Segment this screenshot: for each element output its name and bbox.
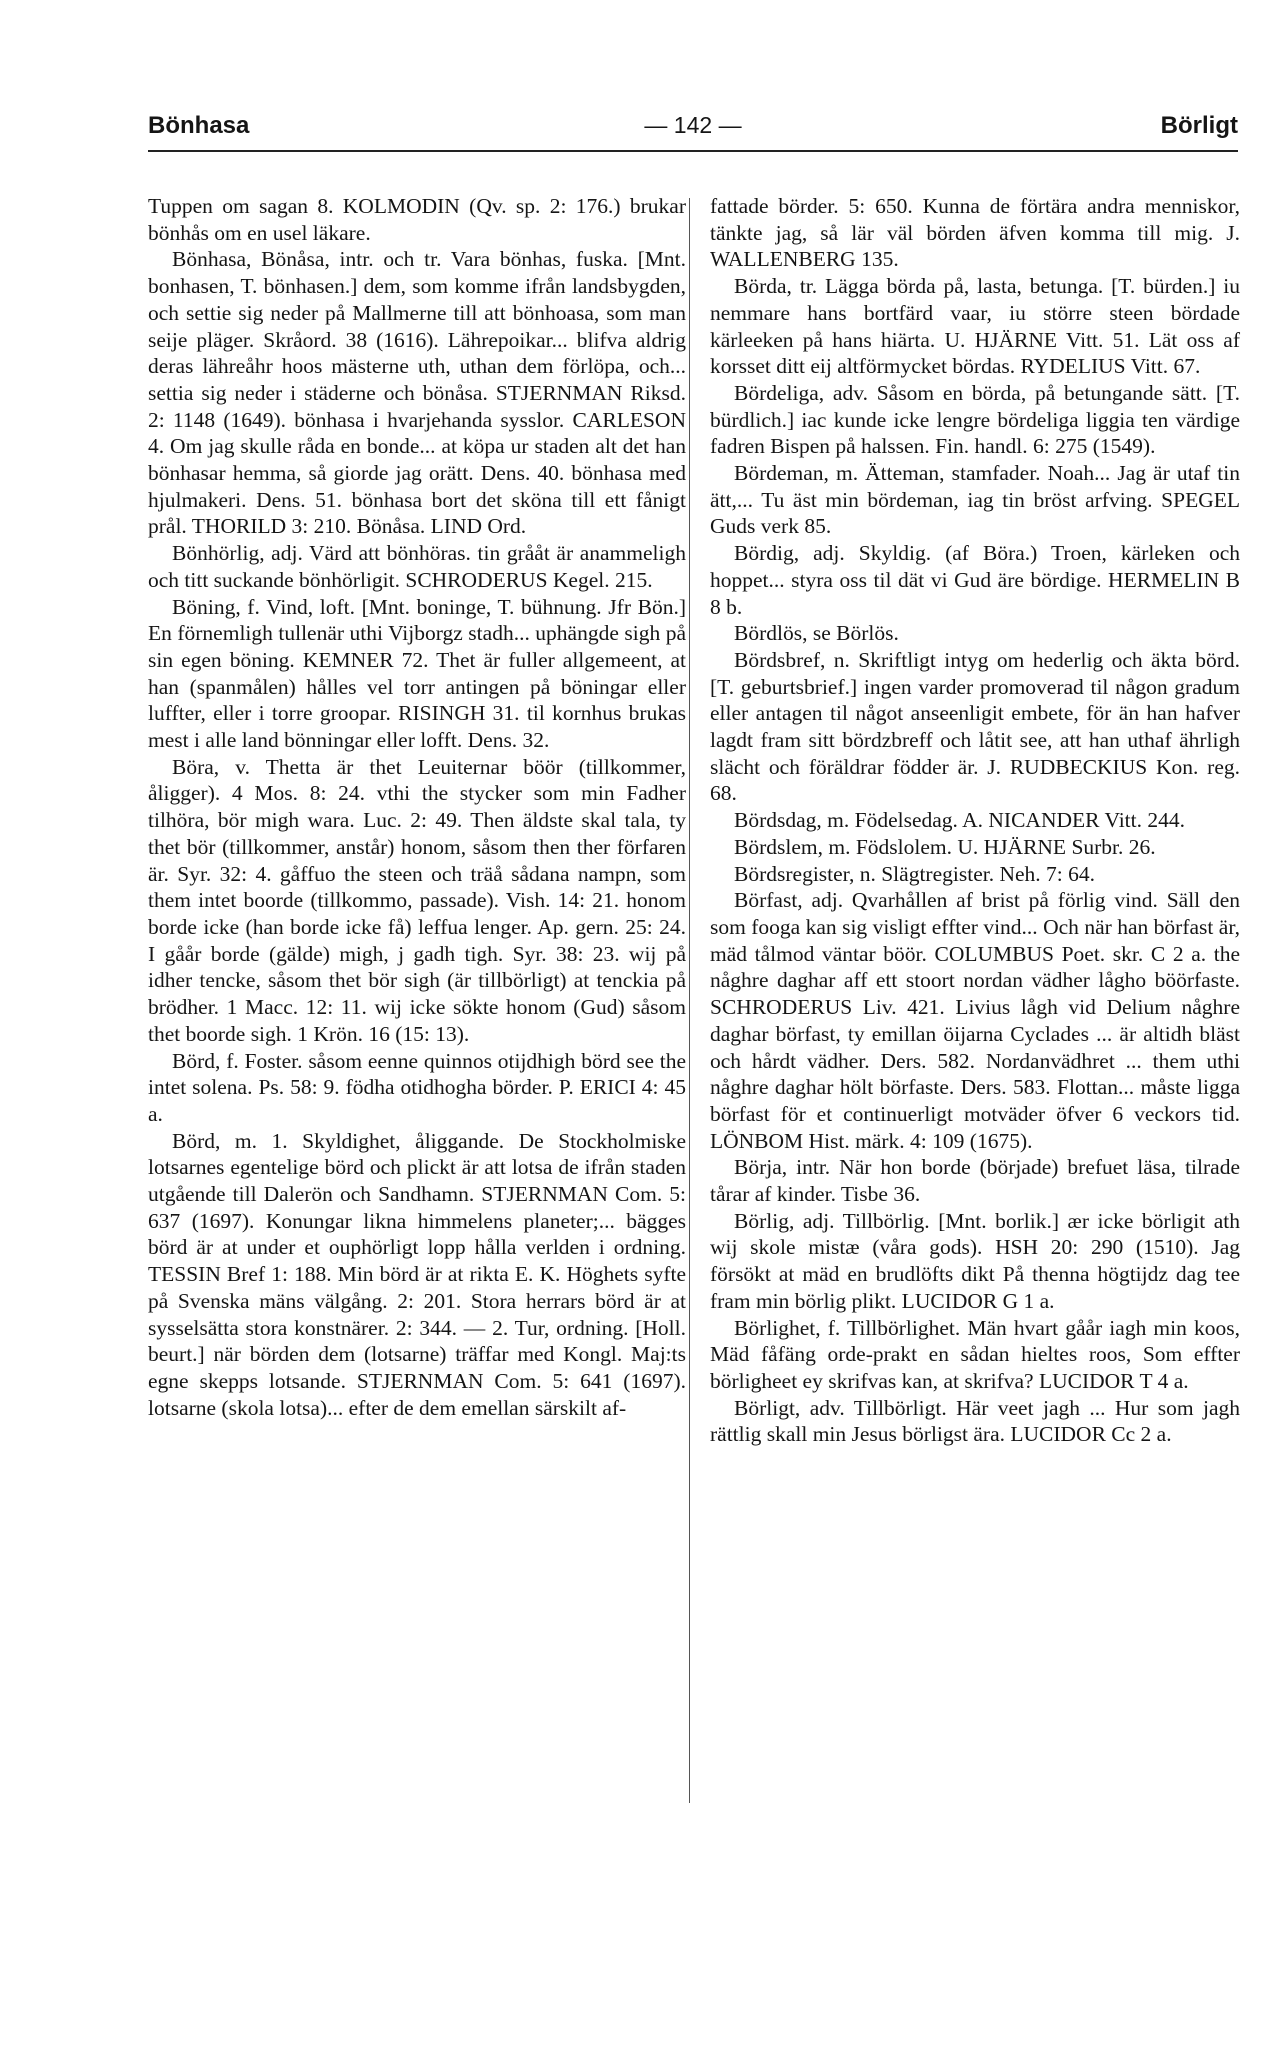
right-column <box>710 193 1240 1448</box>
entry-bordsdag: Bördsdag, m. Födelsedag. A. NICANDER Vitt. 244. <box>734 808 1185 833</box>
entry-boning: Böning, f. Vind, loft. [Mnt. boninge, T. bühnung. Jfr Bön.] En förnemligh tullenär uthi Vijborgz stadh... uphängde sigh på sin egen böning. KEMNER 72. Thet är fuller allgemeent, at han (spanmålen) hålles vel torr antingen på böningar eller luffter, eller i torre groopar. RISINGH 31. til kornhus brukas mest i alle land bönningar eller lofft. Dens. 32. <box>148 594 686 753</box>
entry-bordeman: Bördeman, m. Ätteman, stamfader. Noah... Jag är utaf tin ätt,... Tu äst min bördeman, iag tin bröst arfving. SPEGEL Guds verk 85. <box>710 461 1240 539</box>
entry-bordsregister: Bördsregister, n. Slägtregister. Neh. 7: 64. <box>734 861 1095 886</box>
entry-bord-m: Börd, m. 1. Skyldighet, åliggande. De Stockholmiske lotsarnes egentelige börd och plickt är att lotsa de ifrån staden utgående till Dalerön och Sandhamn. STJERNMAN Com. 5: 637 (1697). Konungar likna himmelens planeter;... bägges börd är at under et ouphörligt lopp hålla verlden i ordning. TESSIN Bref 1: 188. Min börd är at rikta E. K. Höghets syfte på Svenska mäns välgång. 2: 201. Stora herrars börd är at sysselsätta stora konstnärer. 2: 344. — 2. Tur, ordning. [Holl. beurt.] när börden dem (lotsarne) träffar med Kongl. Maj:ts egne skepps lotsande. STJERNMAN Com. 5: 641 (1697). lotsarne (skola lotsa)... efter de dem emellan särskilt af- <box>148 1128 686 1420</box>
entry-bord-f: Börd, f. Foster. såsom eenne quinnos otijdhigh börd see the intet solena. Ps. 58: 9. födha otidhogha börder. P. ERICI 4: 45 a. <box>148 1048 686 1126</box>
header-rule <box>148 150 1238 152</box>
entry-bonhorlig: Bönhörlig, adj. Värd att bönhöras. tin grååt är anammeligh och titt suckande bönhörligit. SCHRODERUS Kegel. 215. <box>148 541 686 592</box>
entry-bordeliga: Bördeliga, adv. Såsom en börda, på betungande sätt. [T. bürdlich.] iac kunde icke lengre bördeliga liggia ten värdige fadren Bispen på halssen. Fin. handl. 6: 275 (1549). <box>710 380 1240 459</box>
entry-bordlos: Bördlös, se Börlös. <box>734 621 899 646</box>
entry-borja: Börja, intr. När hon borde (började) brefuet läsa, tilrade tårar af kinder. Tisbe 36. <box>710 1155 1240 1207</box>
entry-borfast: Börfast, adj. Qvarhållen af brist på förlig vind. Säll den som fooga kan sig visligt effter vind... Och när han börfast är, mäd tålmod väntar böör. COLUMBUS Poet. skr. C 2 a. the någhre daghar aff ett stoort nordan vädher lågho böörfaste. SCHRODERUS Liv. 421. Livius lågh vid Delium någhre daghar börfast, ty emillan öijarna Cyclades ... är altidh bläst och hårdt vädher. Ders. 582. Nordanvädhret ... them uthi någhre daghar hölt börfaste. Ders. 583. Flottan... måste ligga börfast för et continuerligt motväder öfver 6 veckors tid. LÖNBOM Hist. märk. 4: 109 (1675). <box>710 888 1240 1153</box>
column-divider <box>689 198 690 1803</box>
left-column <box>148 193 686 1421</box>
running-header <box>148 112 1238 152</box>
entry-borlig: Börlig, adj. Tillbörlig. [Mnt. borlik.] ær icke börligit ath wij skole mistæ (våra gods). HSH 20: 290 (1510). Jag försökt at mäd en brudlöfts dikt På thenna högtijdz dag tee fram min börlig plikt. LUCIDOR G 1 a. <box>710 1208 1240 1313</box>
header-right-word: Börligt <box>1160 112 1238 139</box>
entry-bordslem: Bördslem, m. Födslolem. U. HJÄRNE Surbr. 26. <box>734 834 1156 859</box>
entry-bora: Böra, v. Thetta är thet Leuiternar böör (tillkommer, åligger). 4 Mos. 8: 24. vthi the stycker som min Fadher tilhöra, bör migh wara. Luc. 2: 49. Then äldste skal tala, ty thet bör (tillkommer, anstår) honom, såsom then ther förfaren är. Syr. 32: 4. gåffuo the steen och träå sådana nampn, som them intet boorde (tillkommo, passade). Vish. 14: 21. honom borde icke (han borde icke få) leffua lenger. Ap. gern. 25: 24. I gåår borde (gälde) migh, j gadh tigh. Syr. 38: 23. wij på idher tencke, såsom thet bör sigh (är tillbörligt) at tenckia på brödher. 1 Macc. 12: 11. wij icke sökte honom (Gud) såsom thet boorde sigh. 1 Krön. 16 (15: 13). <box>148 754 686 1046</box>
page-number: — 142 — <box>644 112 742 138</box>
header-left-word: Bönhasa <box>148 112 250 139</box>
entry-bonhasa: Bönhasa, Bönåsa, intr. och tr. Vara bönhas, fuska. [Mnt. bonhasen, T. bönhasen.] dem, som komme ifrån landsbygden, och settie sig neder på Mallmerne till att bönhoasa, som man seije pläger. Skråord. 38 (1616). Lährepoikar... blifva aldrig deras lähreåhr hoos mästerne uth, uthan dem förlöpa, och... settia sig neder i städerne och bönåsa. STJERNMAN Riksd. 2: 1148 (1649). bönhasa i hvarjehanda sysslor. CARLESON 4. Om jag skulle råda en bonde... at köpa ur staden alt det han bönhasar hemma, så giorde jag orätt. Dens. 40. bönhasa med hjulmakeri. Dens. 51. bönhasa bort det sköna till ett fånigt prål. THORILD 3: 210. Bönåsa. LIND Ord. <box>148 247 686 539</box>
entry-borlighet: Börlighet, f. Tillbörlighet. Män hvart gåår iagh min koos, Mäd fåfäng orde-prakt en sådan hieltes roos, Som effter börligheet ey skrifvas kan, at skrifva? LUCIDOR T 4 a. <box>710 1315 1240 1393</box>
entry-borda: Börda, tr. Lägga börda på, lasta, betunga. [T. bürden.] iu nemmare hans bortfärd vaar, iu större steen bördade kärleeken på hans hiärta. U. HJÄRNE Vitt. 51. Lät oss af korsset ditt eij altförmycket bördas. RYDELIUS Vitt. 67. <box>710 274 1240 379</box>
entry-continuation: Tuppen om sagan 8. KOLMODIN (Qv. sp. 2: 176.) brukar bönhås om en usel läkare. <box>148 194 686 245</box>
entry-bordsbref: Bördsbref, n. Skriftligt intyg om hederlig och äkta börd. [T. geburtsbrief.] ingen varder promoverad til någon gradum eller antagen til något anseenligit embete, för än han hafver lagdt fram sitt bördzbreff och låtit see, att han uthaf ährligh slächt och föräldrar födder är. J. RUDBECKIUS Kon. reg. 68. <box>710 647 1240 806</box>
entry-borligt: Börligt, adv. Tillbörligt. Här veet jagh ... Hur som jagh rättlig skall min Jesus börligst ära. LUCIDOR Cc 2 a. <box>710 1395 1240 1447</box>
entry-bordig: Bördig, adj. Skyldig. (af Böra.) Troen, kärleken och hoppet... styra oss til dät vi Gud äre bördige. HERMELIN B 8 b. <box>710 541 1240 619</box>
entry-continuation: fattade börder. 5: 650. Kunna de förtära andra menniskor, tänkte jag, så lär väl börden äfven komma till mig. J. WALLENBERG 135. <box>710 194 1240 272</box>
